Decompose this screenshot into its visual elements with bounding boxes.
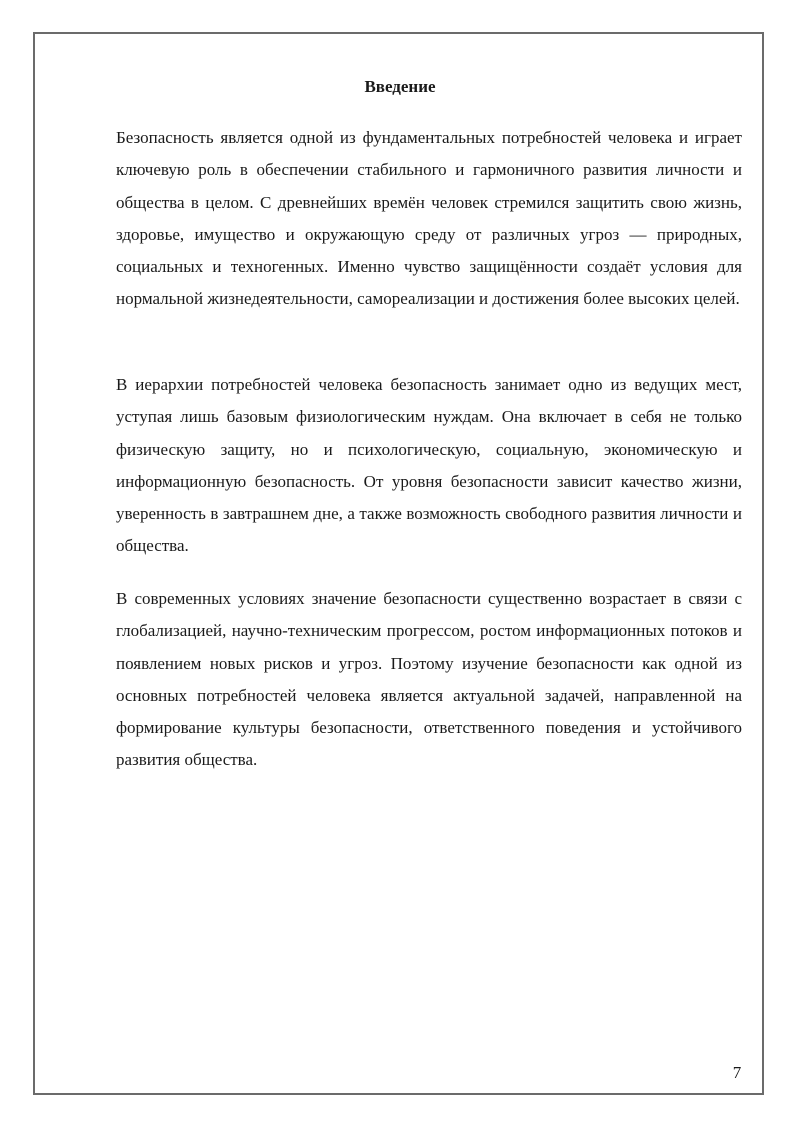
paragraph: В иерархии потребностей человека безопасность занимает одно из ведущих мест, уступая лишь базовым физиологическим нуждам. Она включает в себя не только физическую защиту, но и психологическую, социальную, экономическую и информационную безопасность. От уровня безопасности зависит качество жизни, уверенность в завтрашнем дне, а также возможность свободного развития личности и общества. xyxy=(116,375,742,556)
paragraph: Безопасность является одной из фундаментальных потребностей человека и играет ключевую роль в обеспечении стабильного и гармоничного развития личности и общества в целом. С древнейших времён человек стремился защитить свою жизнь, здоровье, имущество и окружающую среду от различных угроз — природных, социальных и техногенных. Именно чувство защищённости создаёт условия для нормальной жизнедеятельности, самореализации и достижения более высоких целей. xyxy=(116,128,742,309)
page-number: 7 xyxy=(732,1063,742,1082)
paragraph: В современных условиях значение безопасности существенно возрастает в связи с глобализацией, научно-техническим прогрессом, ростом информационных потоков и появлением новых рисков и угроз. Поэтому изучение безопасности как одной из основных потребностей человека является актуальной задачей, направленной на формирование культуры безопасности, ответственного поведения и устойчивого развития общества. xyxy=(116,589,742,770)
page-title: Введение xyxy=(364,77,436,96)
